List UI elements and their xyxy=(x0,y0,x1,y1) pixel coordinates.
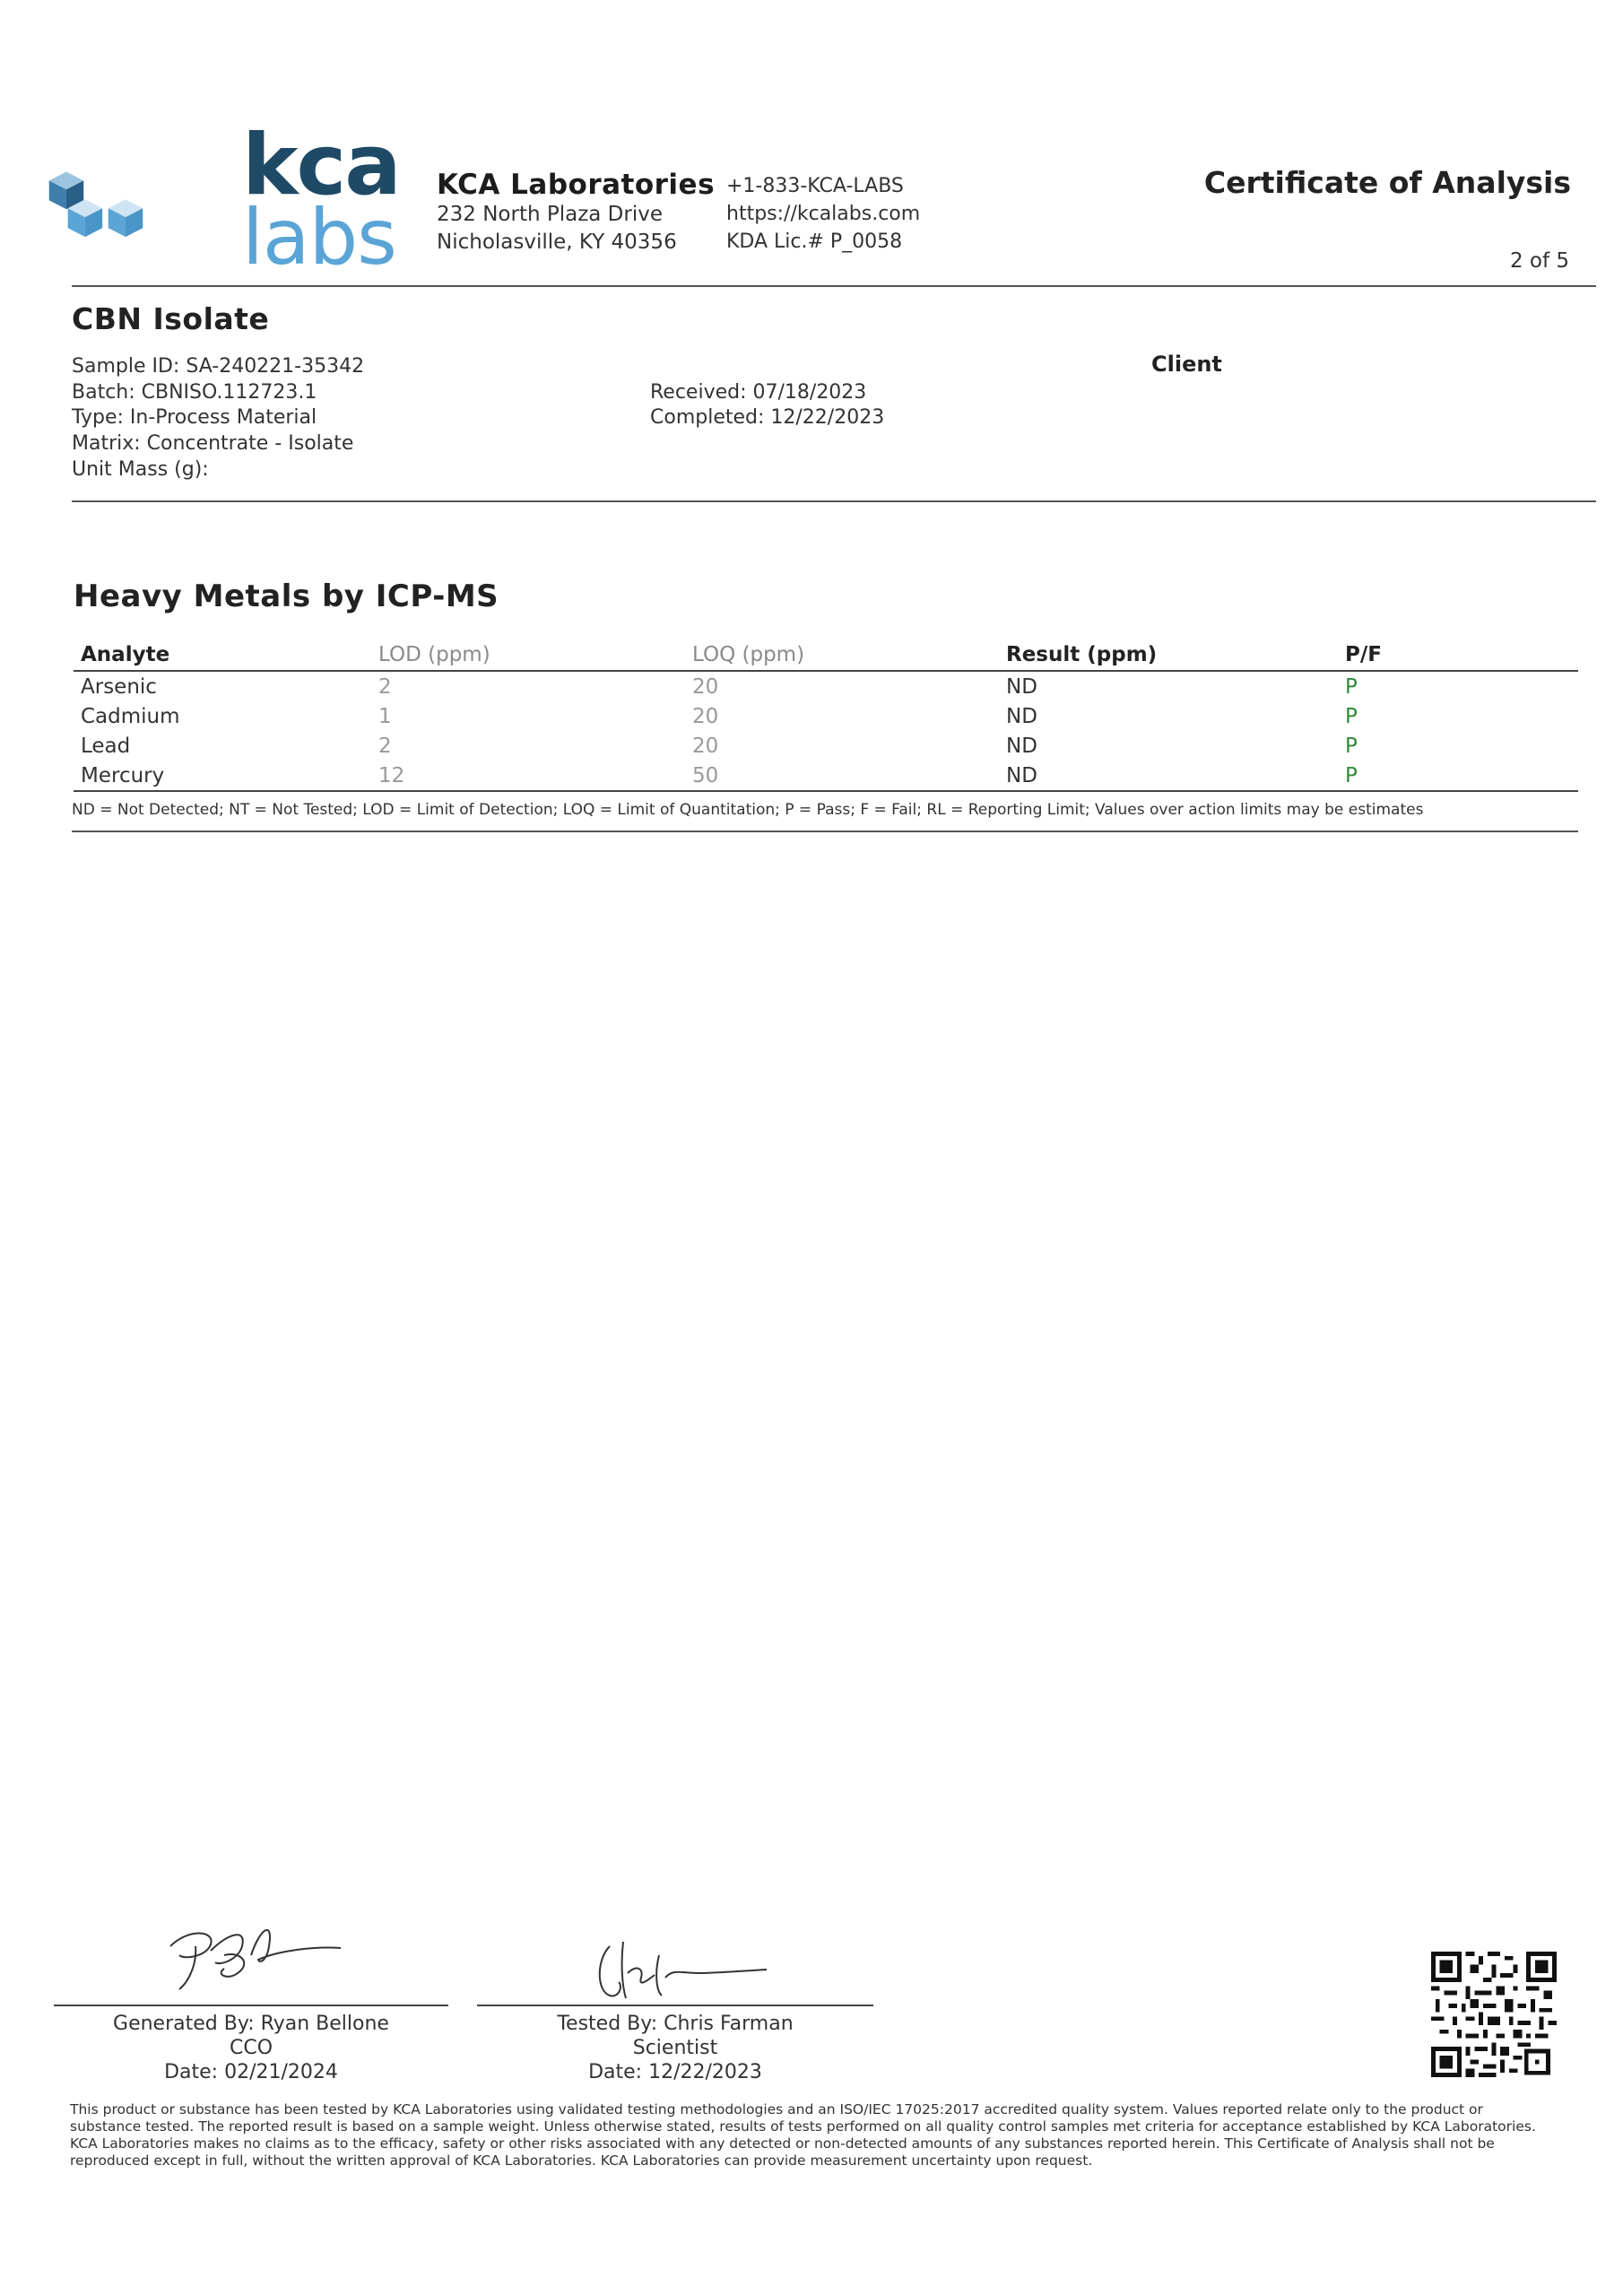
section-title: Heavy Metals by ICP-MS xyxy=(74,578,499,614)
lab-phone: +1-833-KCA-LABS xyxy=(726,175,904,197)
batch: Batch: CBNISO.112723.1 xyxy=(72,381,317,404)
result-cell: ND xyxy=(1006,764,1037,787)
table-row xyxy=(74,731,1578,761)
signature-ryan-bellone-icon xyxy=(161,1910,350,1996)
signature-line-left xyxy=(54,2005,448,2006)
lab-website[interactable]: https://kcalabs.com xyxy=(726,203,921,225)
table-bottom-border xyxy=(74,790,1578,792)
document-title: Certificate of Analysis xyxy=(1203,165,1571,200)
result-cell: ND xyxy=(1006,705,1037,728)
analyte-cell: Lead xyxy=(81,735,131,758)
logo-text-kca: kca xyxy=(242,117,400,214)
logo-text-labs: labs xyxy=(242,193,396,283)
column-header-pass-fail: P/F xyxy=(1345,643,1382,666)
completed-date: Completed: 12/22/2023 xyxy=(650,406,885,429)
matrix: Matrix: Concentrate - Isolate xyxy=(72,432,354,455)
product-name: CBN Isolate xyxy=(72,301,270,336)
received-date: Received: 07/18/2023 xyxy=(650,381,867,404)
result-cell: ND xyxy=(1006,735,1037,758)
lab-name: KCA Laboratories xyxy=(437,169,716,201)
signature-chris-farman-icon xyxy=(592,1937,771,2005)
qr-code-icon[interactable] xyxy=(1431,1952,1557,2077)
lab-address-line2: Nicholasville, KY 40356 xyxy=(437,230,677,254)
loq-cell: 20 xyxy=(692,705,719,728)
disclaimer-text: This product or substance has been tested by KCA Laboratories using validated testing methodologies and an ISO/IEC 17025:2017 accredited quality system. Values reported relate only to the product or substance tested. The reported result is based on a sample weight. Unless otherwise stated, results of tests performed on all quality control samples met criteria for acceptance established by KCA Laboratories. KCA Laboratories makes no claims as to the efficacy, safety or other risks associated with any detected or non-detected amounts of any substances reported herein. This Certificate of Analysis shall not be reproduced except in full, without the written approval of KCA Laboratories. KCA Laboratories can provide measurement uncertainty upon request. xyxy=(70,2101,1536,2169)
result-cell: ND xyxy=(1006,675,1037,699)
header-divider xyxy=(72,285,1596,287)
loq-cell: 50 xyxy=(692,764,719,787)
tested-by-date: Date: 12/22/2023 xyxy=(588,2061,762,2083)
lod-cell: 2 xyxy=(378,675,392,699)
loq-cell: 20 xyxy=(692,735,719,758)
tested-by-title: Scientist xyxy=(632,2037,718,2059)
kca-labs-logo-icon xyxy=(47,135,244,278)
table-row xyxy=(74,761,1578,790)
column-header-analyte: Analyte xyxy=(81,643,170,666)
column-header-lod: LOD (ppm) xyxy=(378,643,490,666)
unit-mass: Unit Mass (g): xyxy=(72,458,209,481)
table-row xyxy=(74,672,1578,701)
legend-divider xyxy=(72,831,1578,832)
lab-address-line1: 232 North Plaza Drive xyxy=(437,203,664,226)
page-number: 2 of 5 xyxy=(1509,249,1569,273)
generated-by-title: CCO xyxy=(229,2037,273,2059)
cube-icon xyxy=(108,199,143,237)
generated-by: Generated By: Ryan Bellone xyxy=(113,2013,389,2035)
column-header-result: Result (ppm) xyxy=(1006,643,1158,666)
table-header-row xyxy=(74,639,1578,672)
loq-cell: 20 xyxy=(692,675,719,699)
sample-divider xyxy=(72,500,1596,502)
analyte-cell: Mercury xyxy=(81,764,165,787)
lod-cell: 1 xyxy=(378,705,392,728)
signature-line-right xyxy=(477,2005,873,2006)
client-label: Client xyxy=(1151,352,1222,377)
tested-by: Tested By: Chris Farman xyxy=(557,2013,794,2035)
sample-type: Type: In-Process Material xyxy=(72,406,317,429)
generated-by-date: Date: 02/21/2024 xyxy=(164,2061,338,2083)
column-header-loq: LOQ (ppm) xyxy=(692,643,805,666)
analyte-cell: Cadmium xyxy=(81,705,180,728)
pass-fail-cell: P xyxy=(1345,705,1358,728)
heavy-metals-table xyxy=(74,639,1578,792)
analyte-cell: Arsenic xyxy=(81,675,157,699)
pass-fail-cell: P xyxy=(1345,764,1358,787)
lod-cell: 12 xyxy=(378,764,405,787)
pass-fail-cell: P xyxy=(1345,735,1358,758)
sample-id: Sample ID: SA-240221-35342 xyxy=(72,355,365,378)
table-row xyxy=(74,701,1578,731)
lod-cell: 2 xyxy=(378,735,392,758)
table-legend: ND = Not Detected; NT = Not Tested; LOD = Limit of Detection; LOQ = Limit of Quantitation; P = Pass; F = Fail; RL = Reporting Limit; Values over action limits may be estimates xyxy=(72,801,1424,819)
lab-license: KDA Lic.# P_0058 xyxy=(726,230,903,253)
pass-fail-cell: P xyxy=(1345,675,1358,699)
